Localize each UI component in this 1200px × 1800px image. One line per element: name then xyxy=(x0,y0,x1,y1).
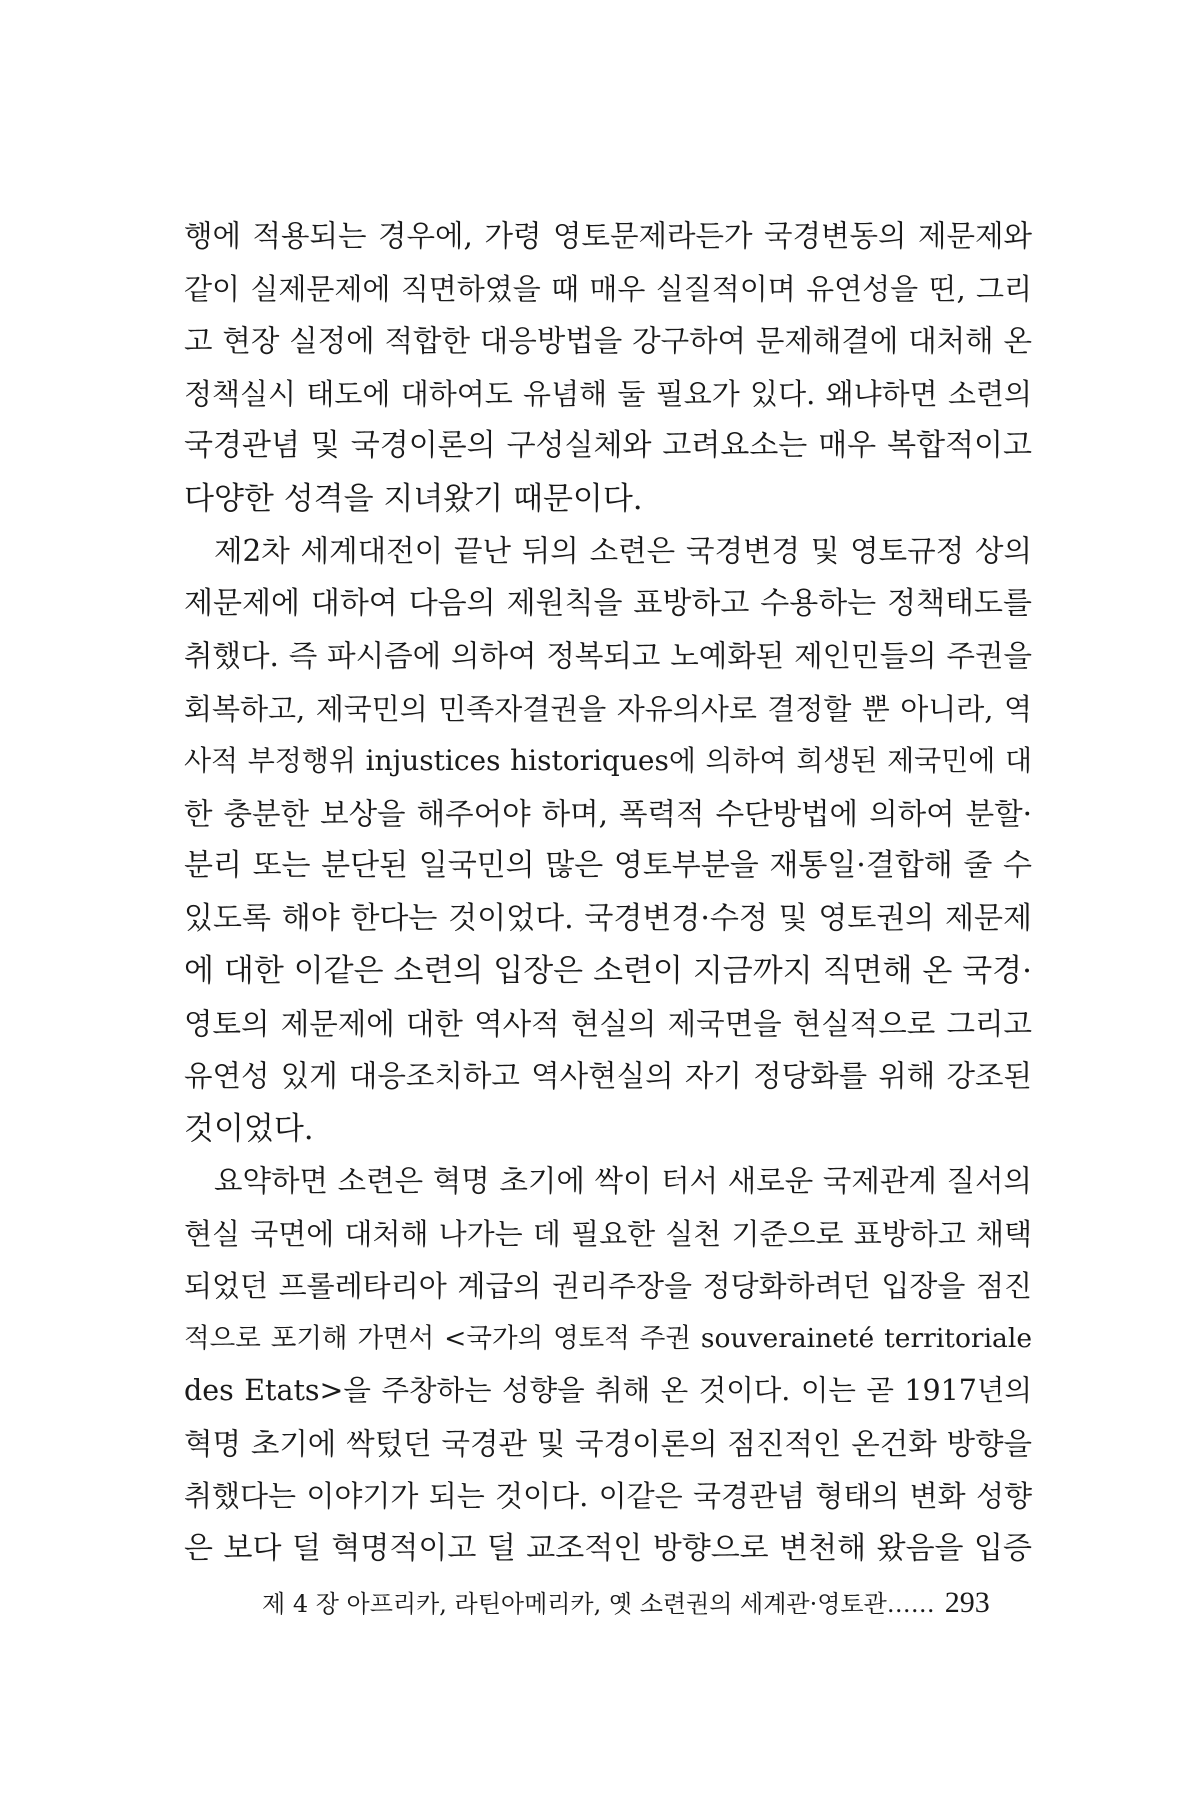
text-line: 행에 적용되는 경우에, 가령 영토문제라든가 국경변동의 제문제와 xyxy=(184,219,1032,253)
text-line: 회복하고, 제국민의 민족자결권을 자유의사로 결정할 뿐 아니라, 역 xyxy=(184,691,1032,726)
text-line: 것이었다. xyxy=(184,1110,314,1147)
text-line: 취했다. 즉 파시즘에 의하여 정복되고 노예화된 제인민들의 주권을 xyxy=(184,639,1032,673)
text-line: 한 충분한 보상을 해주어야 하며, 폭력적 수단방법에 의하여 분할· xyxy=(184,796,1032,831)
text-line: 정책실시 태도에 대하여도 유념해 둘 필요가 있다. 왜냐하면 소련의 xyxy=(184,376,1032,411)
text-line: 적으로 포기해 가면서 <국가의 영토적 주권 souveraineté territoriale xyxy=(184,1322,1032,1354)
body-text xyxy=(184,210,1032,1575)
text-line: 제2차 세계대전이 끝난 뒤의 소련은 국경변경 및 영토규정 상의 xyxy=(214,534,1032,568)
paragraph-3 xyxy=(184,1155,1032,1575)
text-line: 사적 부정행위 injustices historiques에 의하여 희생된 제국민에 대 xyxy=(184,744,1032,777)
text-line: 제문제에 대하여 다음의 제원칙을 표방하고 수용하는 정책태도를 xyxy=(184,585,1032,621)
page-footer xyxy=(262,1586,1002,1621)
text-line: 있도록 해야 한다는 것이었다. 국경변경·수정 및 영토권의 제문제 xyxy=(184,900,1032,936)
text-line: 고 현장 실정에 적합한 대응방법을 강구하여 문제해결에 대처해 온 xyxy=(184,324,1032,358)
text-line: 되었던 프롤레타리아 계급의 권리주장을 정당화하려던 입장을 점진 xyxy=(184,1269,1032,1303)
text-line: 현실 국면에 대처해 나가는 데 필요한 실천 기준으로 표방하고 채택 xyxy=(184,1216,1032,1251)
page-number: 293 xyxy=(944,1586,990,1619)
text-line: 같이 실제문제에 직면하였을 때 매우 실질적이며 유연성을 띤, 그리 xyxy=(184,271,1032,306)
text-line: 혁명 초기에 싹텄던 국경관 및 국경이론의 점진적인 온건화 방향을 xyxy=(184,1426,1032,1461)
text-line: 분리 또는 분단된 일국민의 많은 영토부분을 재통일·결합해 줄 수 xyxy=(184,848,1032,883)
text-line: 국경관념 및 국경이론의 구성실체와 고려요소는 매우 복합적이고 xyxy=(184,428,1032,463)
text-line: 은 보다 덜 혁명적이고 덜 교조적인 방향으로 변천해 왔음을 입증 xyxy=(184,1530,1032,1566)
paragraph-1 xyxy=(184,210,1032,525)
text-line: 요약하면 소련은 혁명 초기에 싹이 터서 새로운 국제관계 질서의 xyxy=(214,1164,1032,1198)
text-line: des Etats>을 주창하는 성향을 취해 온 것이다. 이는 곧 1917년의 xyxy=(184,1374,1032,1407)
text-line: 취했다는 이야기가 되는 것이다. 이같은 국경관념 형태의 변화 성향 xyxy=(184,1479,1032,1513)
text-line: 유연성 있게 대응조치하고 역사현실의 자기 정당화를 위해 강조된 xyxy=(184,1059,1032,1093)
text-line: 다양한 성격을 지녀왔기 때문이다. xyxy=(184,480,643,517)
paragraph-2 xyxy=(184,525,1032,1155)
text-line: 영토의 제문제에 대한 역사적 현실의 제국면을 현실적으로 그리고 xyxy=(184,1006,1032,1041)
running-title: 제 4 장 아프리카, 라틴아메리카, 옛 소련권의 세계관·영토관…… xyxy=(262,1590,935,1618)
text-line: 에 대한 이같은 소련의 입장은 소련이 지금까지 직면해 온 국경· xyxy=(184,953,1032,989)
